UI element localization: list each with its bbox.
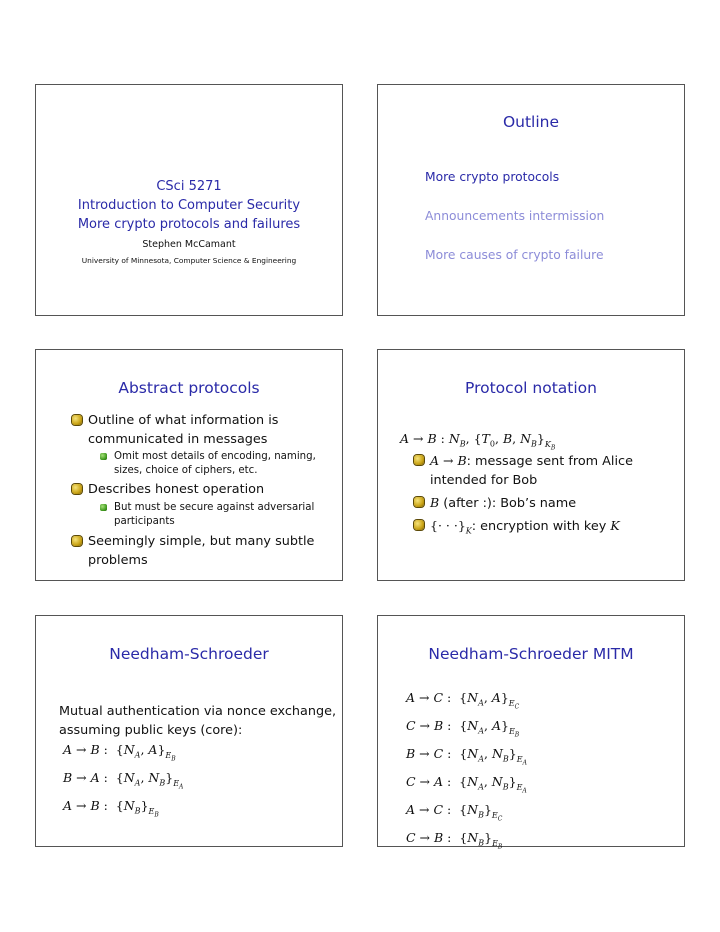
subbullet-adversarial: But must be secure against adversarial participants bbox=[100, 501, 332, 529]
lecture-title: More crypto protocols and failures bbox=[77, 217, 301, 232]
ns-intro: Mutual authentication via nonce exchange, assuming public keys (core): bbox=[59, 704, 337, 738]
outline-item-2: Announcements intermission bbox=[425, 209, 605, 223]
course-title: Introduction to Computer Security bbox=[77, 198, 301, 213]
slide-title-outline: Outline bbox=[502, 113, 560, 131]
mitm-step-5: A → C : $\{N_B\}_{E_C}$ bbox=[406, 802, 503, 823]
slide-protocol-notation bbox=[377, 349, 685, 581]
bullet-bobs-name: B (after :): Bob’s name bbox=[414, 493, 674, 513]
slide-title-mitm: Needham-Schroeder MITM bbox=[428, 645, 634, 663]
outline-item-3: More causes of crypto failure bbox=[425, 248, 604, 262]
ns-step-1: A → B : {$N_A$, $A\}_{E_B}$ bbox=[63, 742, 176, 763]
outline-item-1: More crypto protocols bbox=[425, 170, 560, 184]
mitm-step-1: A → C : {$N_A$, $A\}_{E_C}$ bbox=[406, 690, 520, 711]
mitm-step-2: C → B : {$N_A$, $A\}_{E_B}$ bbox=[406, 718, 520, 739]
slide-abstract-protocols bbox=[35, 349, 343, 581]
ns-step-3: A → B : $\{N_B\}_{E_B}$ bbox=[63, 798, 159, 819]
ns-step-2: B → A : {$N_A$, $N_B\}_{E_A}$ bbox=[63, 770, 184, 791]
bullet-message-direction: A → B: message sent from Alice intended for Bob bbox=[414, 451, 674, 490]
affiliation: University of Minnesota, Computer Science & Engineering bbox=[81, 256, 297, 265]
course-number: CSci 5271 bbox=[156, 179, 222, 194]
bullet-encryption: {· · $\cdot\}_K$: encryption with key K bbox=[414, 516, 674, 541]
slide-title-notation: Protocol notation bbox=[465, 379, 597, 397]
slide-ns-mitm bbox=[377, 615, 685, 851]
notation-example: A → B : $N_B$, {$T_0$, B, $N_B\}_{K_B}$ bbox=[400, 431, 556, 452]
subbullet-omit-details: Omit most details of encoding, naming, sizes, choice of ciphers, etc. bbox=[100, 450, 332, 478]
slide-title bbox=[35, 84, 343, 316]
bullet-subtle-problems: Seemingly simple, but many subtle problems bbox=[72, 532, 332, 570]
bullet-honest-operation: Describes honest operation bbox=[72, 480, 332, 499]
slide-title-abstract: Abstract protocols bbox=[118, 379, 260, 397]
slide-title-ns: Needham-Schroeder bbox=[109, 645, 269, 663]
slide-outline bbox=[377, 84, 685, 316]
mitm-step-4: C → A : {$N_A$, $N_B\}_{E_A}$ bbox=[406, 774, 527, 795]
slide-needham-schroeder bbox=[35, 615, 343, 847]
mitm-step-6: C → B : $\{N_B\}_{E_B}$ bbox=[406, 830, 503, 851]
bullet-outline-info: Outline of what information is communicated in messages bbox=[72, 411, 332, 449]
mitm-step-3: B → C : {$N_A$, $N_B\}_{E_A}$ bbox=[406, 746, 527, 767]
author: Stephen McCamant bbox=[142, 239, 236, 250]
